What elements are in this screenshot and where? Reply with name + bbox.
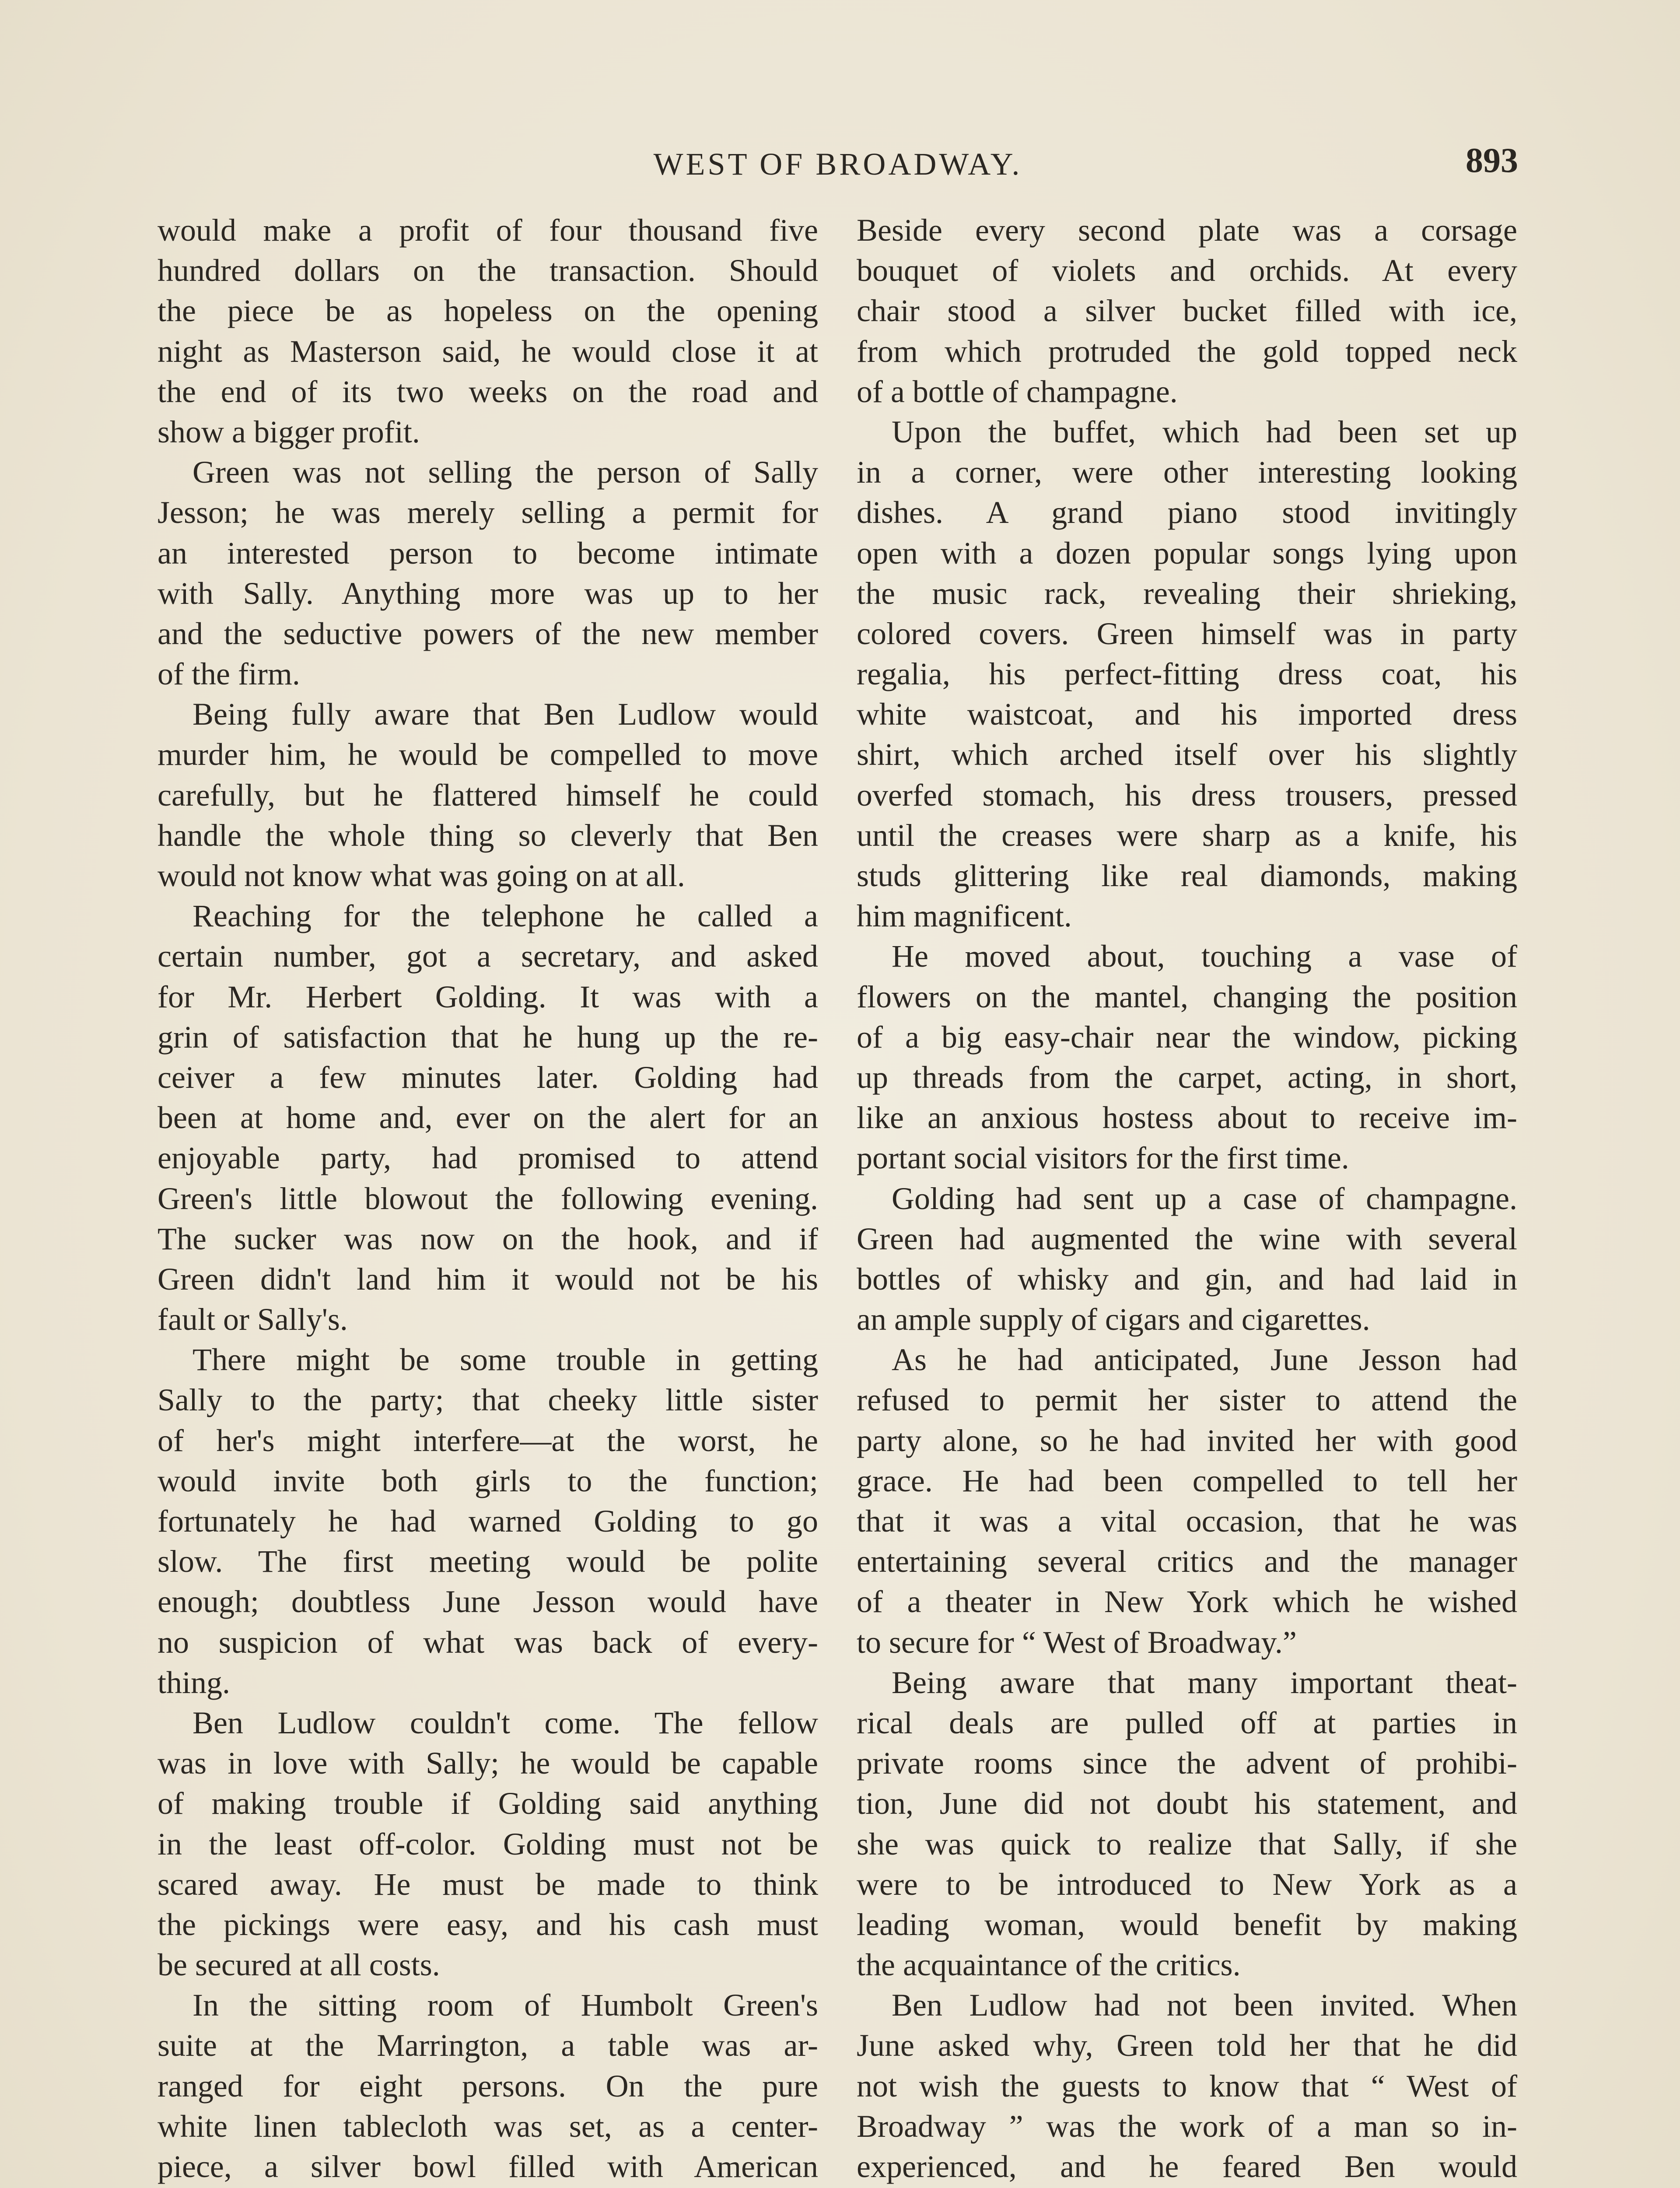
text-line: Ben Ludlow had not been invited. When [892,1988,1517,2023]
text-line: entertaining several critics and the manager [857,1544,1517,1579]
text-line: overfed stomach, his dress trousers, pressed [857,777,1517,813]
running-header [158,131,1518,193]
text-line: The sucker was now on the hook, and if [158,1221,818,1256]
text-line: like an anxious hostess about to receive im- [857,1100,1517,1136]
text-line: open with a dozen popular songs lying upon [857,535,1517,571]
text-line: an ample supply of cigars and cigarettes. [857,1302,1370,1337]
text-line: be secured at all costs. [158,1947,440,1983]
text-line: enough; doubtless June Jesson would have [158,1584,818,1620]
text-line: There might be some trouble in getting [192,1342,818,1378]
text-line: white linen tablecloth was set, as a center- [158,2108,818,2144]
text-line: portant social visitors for the first time. [857,1140,1349,1176]
text-line: Beside every second plate was a corsage [857,213,1517,248]
text-line: Being aware that many important theat- [892,1665,1517,1700]
text-line: the acquaintance of the critics. [857,1947,1241,1983]
text-line: him magnificent. [857,898,1072,934]
text-line: white waistcoat, and his imported dress [857,697,1517,732]
text-line: to secure for “ West of Broadway.” [857,1624,1297,1660]
text-line: would make a profit of four thousand five [158,213,818,248]
text-line: she was quick to realize that Sally, if she [857,1826,1517,1862]
text-line: of a bottle of champagne. [857,374,1178,409]
text-line: that it was a vital occasion, that he was [857,1504,1517,1539]
text-line: the end of its two weeks on the road and [158,374,818,409]
text-line: dishes. A grand piano stood invitingly [857,495,1517,530]
text-line: regalia, his perfect-fitting dress coat, his [857,656,1517,692]
text-line: In the sitting room of Humbolt Green's [192,1988,818,2023]
text-line: private rooms since the advent of prohibi- [857,1746,1517,1781]
text-line: the music rack, revealing their shrieking, [857,575,1517,611]
text-line: ranged for eight persons. On the pure [158,2068,818,2104]
text-line: of a big easy-chair near the window, picking [857,1019,1517,1055]
text-line: in a corner, were other interesting looking [857,455,1517,490]
text-line: of a theater in New York which he wished [857,1584,1517,1620]
text-line: scared away. He must be made to think [158,1866,818,1902]
text-line: chair stood a silver bucket filled with ice, [857,293,1517,329]
text-line: rical deals are pulled off at parties in [857,1705,1517,1740]
text-line: the piece be as hopeless on the opening [158,293,818,329]
text-line: June asked why, Green told her that he did [857,2028,1517,2063]
text-line: thing. [158,1665,231,1700]
running-title: WEST OF BROADWAY. [653,147,1022,182]
text-line: certain number, got a secretary, and asked [158,939,818,974]
text-line: an interested person to become intimate [158,535,818,571]
text-line: colored covers. Green himself was in party [857,616,1517,651]
text-line: up threads from the carpet, acting, in short, [857,1059,1517,1095]
right-column [857,210,1517,2188]
text-line: Jesson; he was merely selling a permit for [158,495,818,530]
text-line: Sally to the party; that cheeky little sister [158,1382,818,1418]
text-line: from which protruded the gold topped neck [857,333,1517,369]
text-line: would not know what was going on at all. [158,858,685,893]
text-line: Broadway ” was the work of a man so in- [857,2108,1517,2144]
text-line: slow. The first meeting would be polite [158,1544,818,1579]
text-line: until the creases were sharp as a knife, his [857,817,1517,853]
text-line: experienced, and he feared Ben would [857,2149,1517,2184]
text-line: fortunately he had warned Golding to go [158,1504,818,1539]
text-line: and the seductive powers of the new member [158,616,818,651]
text-line: was in love with Sally; he would be capable [158,1746,818,1781]
text-line: flowers on the mantel, changing the position [857,979,1517,1014]
text-line: of her's might interfere—at the worst, he [158,1423,818,1458]
text-line: fault or Sally's. [158,1302,348,1337]
text-line: grace. He had been compelled to tell her [857,1463,1517,1498]
text-line: Golding had sent up a case of champagne. [892,1181,1517,1216]
text-line: refused to permit her sister to attend the [857,1382,1517,1418]
text-line: studs glittering like real diamonds, making [857,858,1517,893]
text-line: Green's little blowout the following evening. [158,1181,818,1216]
text-line: party alone, so he had invited her with good [857,1423,1517,1458]
text-line: night as Masterson said, he would close it at [158,333,818,369]
text-line: Green was not selling the person of Sally [192,455,818,490]
text-line: murder him, he would be compelled to move [158,737,818,772]
text-line: Reaching for the telephone he called a [192,898,818,934]
text-line: of the firm. [158,656,300,692]
text-line: tion, June did not doubt his statement, and [857,1786,1517,1821]
text-line: Green didn't land him it would not be his [158,1261,818,1297]
text-line: Upon the buffet, which had been set up [892,414,1517,449]
text-line: Being fully aware that Ben Ludlow would [192,697,818,732]
text-line: carefully, but he flattered himself he could [158,777,818,813]
text-line: been at home and, ever on the alert for an [158,1100,818,1136]
text-line: handle the whole thing so cleverly that Ben [158,817,818,853]
text-line: He moved about, touching a vase of [892,939,1517,974]
text-line: bottles of whisky and gin, and had laid in [857,1261,1517,1297]
text-line: with Sally. Anything more was up to her [158,575,818,611]
text-line: no suspicion of what was back of every- [158,1624,818,1660]
text-line: piece, a silver bowl filled with American [158,2149,818,2184]
text-line: As he had anticipated, June Jesson had [892,1342,1517,1378]
text-line: Green had augmented the wine with several [857,1221,1517,1256]
text-line: leading woman, would benefit by making [857,1907,1517,1942]
text-line: in the least off-color. Golding must not be [158,1826,818,1862]
text-line: suite at the Marrington, a table was ar- [158,2028,818,2063]
text-line: for Mr. Herbert Golding. It was with a [158,979,818,1014]
text-line: hundred dollars on the transaction. Should [158,253,818,288]
text-line: were to be introduced to New York as a [857,1866,1517,1902]
text-line: Ben Ludlow couldn't come. The fellow [192,1705,818,1740]
text-line: would invite both girls to the function; [158,1463,818,1498]
text-line: show a bigger profit. [158,414,420,449]
text-line: the pickings were easy, and his cash must [158,1907,818,1942]
text-line: of making trouble if Golding said anything [158,1786,818,1821]
text-line: bouquet of violets and orchids. At every [857,253,1517,288]
text-line: ceiver a few minutes later. Golding had [158,1059,818,1095]
page-number: 893 [1466,141,1518,180]
text-line: enjoyable party, had promised to attend [158,1140,818,1176]
text-line: grin of satisfaction that he hung up the re- [158,1019,818,1055]
text-line: shirt, which arched itself over his slightly [857,737,1517,772]
text-line: not wish the guests to know that “ West of [857,2068,1517,2104]
left-column [158,210,818,2188]
